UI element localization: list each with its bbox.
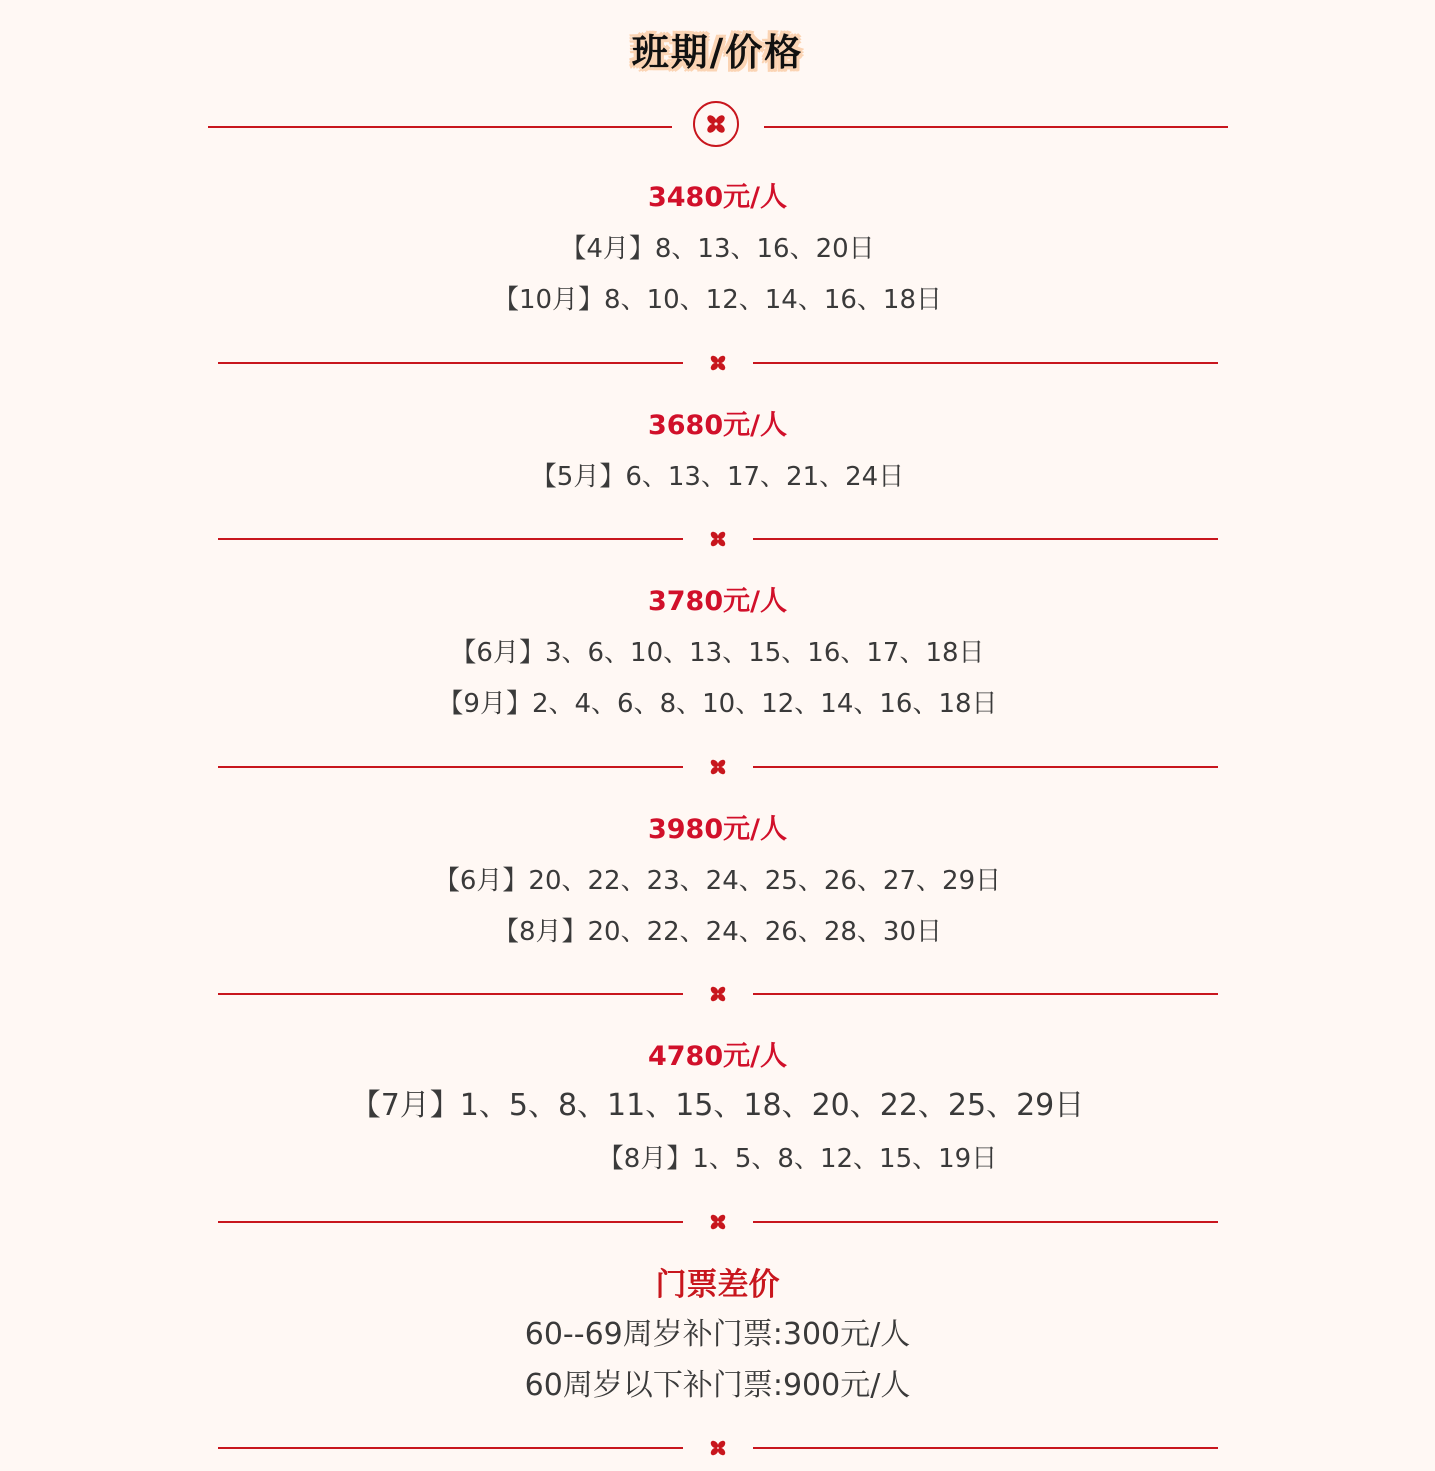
price-label: 3780元/人 xyxy=(647,586,787,617)
price-label: 4780元/人 xyxy=(647,1041,787,1072)
date-line: 【6月】3、6、10、13、15、16、17、18日 xyxy=(450,638,985,668)
flower-icon xyxy=(708,984,728,1004)
section-divider xyxy=(218,984,1218,1004)
flower-icon xyxy=(704,112,728,136)
section-divider xyxy=(218,757,1218,777)
section-divider xyxy=(218,1438,1218,1458)
date-line: 【4月】8、13、16、20日 xyxy=(560,234,875,264)
price-label: 3680元/人 xyxy=(647,410,787,441)
divider-line-right xyxy=(764,126,1228,128)
ticket-line: 60--69周岁补门票:300元/人 xyxy=(524,1317,911,1352)
flower-icon xyxy=(708,353,728,373)
price-label: 3480元/人 xyxy=(647,182,787,213)
ticket-line: 60周岁以下补门票:900元/人 xyxy=(524,1368,911,1403)
date-line: 【7月】1、5、8、11、15、18、20、22、25、29日 xyxy=(350,1088,1085,1123)
date-line: 【8月】20、22、24、26、28、30日 xyxy=(492,917,943,947)
ticket-title: 门票差价 xyxy=(655,1267,780,1303)
date-line: 【10月】8、10、12、14、16、18日 xyxy=(492,285,943,315)
date-line: 【9月】2、4、6、8、10、12、14、16、18日 xyxy=(437,689,998,719)
date-line: 【8月】1、5、8、12、15、19日 xyxy=(597,1144,998,1174)
flower-badge xyxy=(693,101,739,147)
title-divider xyxy=(208,101,1228,151)
price-label: 3980元/人 xyxy=(647,814,787,845)
page-title: 班期/价格 xyxy=(631,31,804,74)
flower-icon xyxy=(708,1438,728,1458)
date-line: 【6月】20、22、23、24、25、26、27、29日 xyxy=(433,866,1002,896)
date-line: 【5月】6、13、17、21、24日 xyxy=(530,462,905,492)
section-divider xyxy=(218,529,1218,549)
divider-line-left xyxy=(208,126,672,128)
section-divider xyxy=(218,353,1218,373)
flower-icon xyxy=(708,757,728,777)
flower-icon xyxy=(708,1212,728,1232)
flower-icon xyxy=(708,529,728,549)
section-divider xyxy=(218,1212,1218,1232)
